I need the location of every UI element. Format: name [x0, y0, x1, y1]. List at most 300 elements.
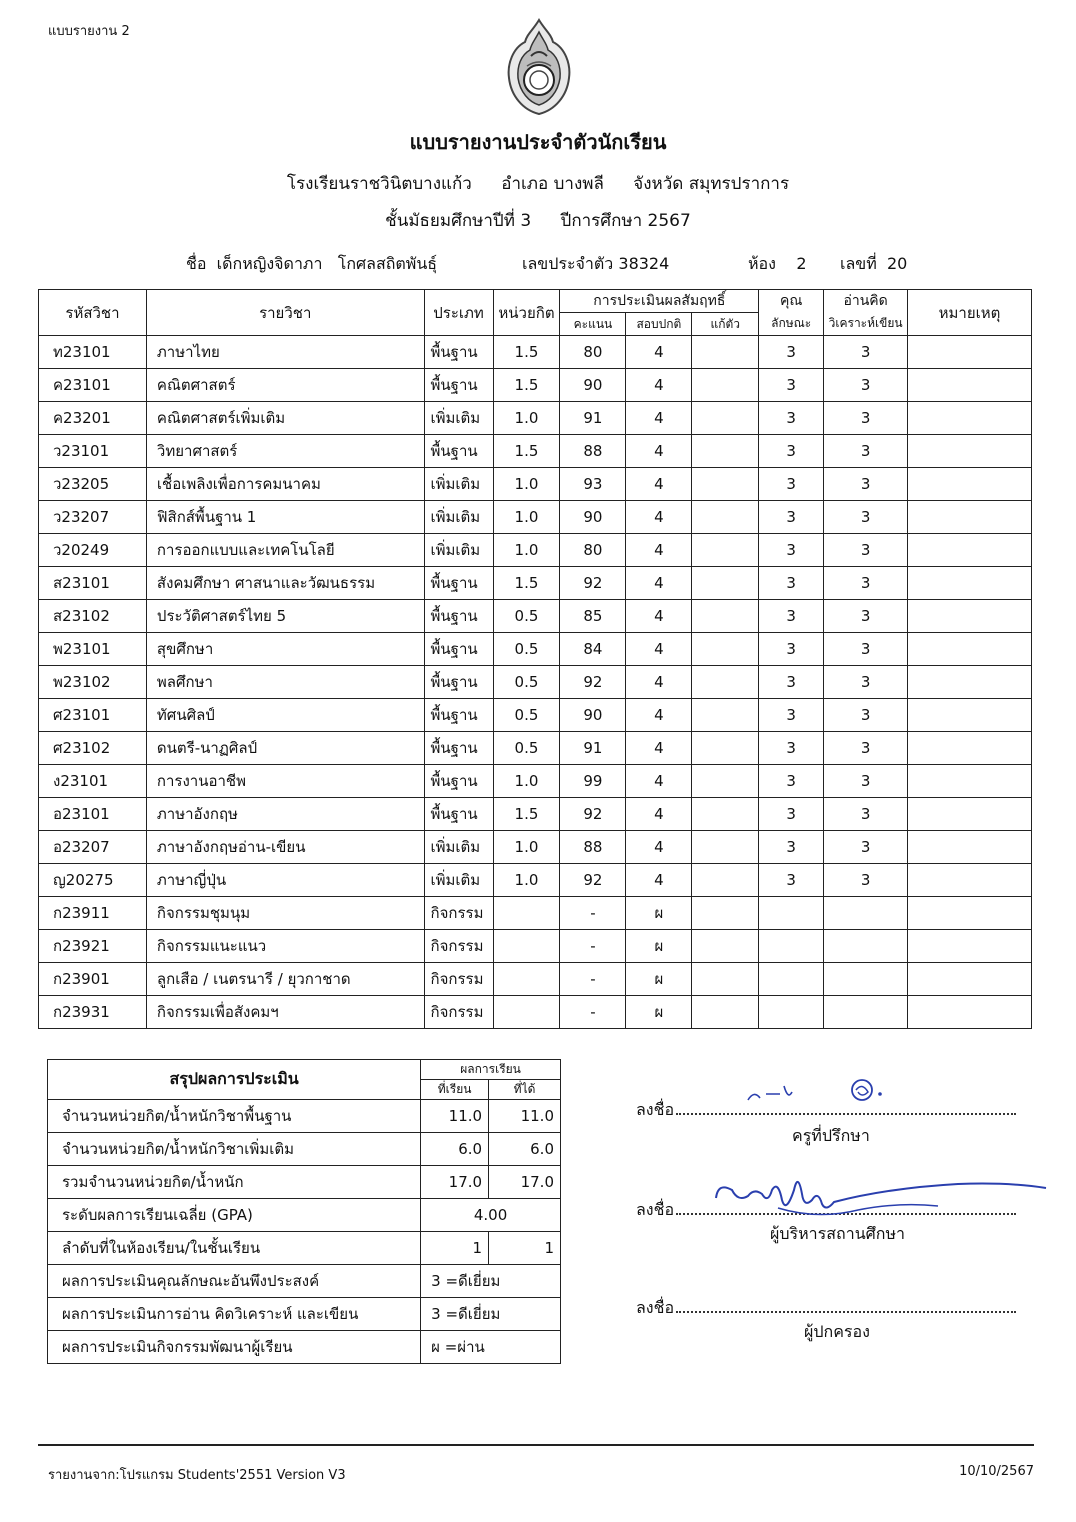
summary-row-basic	[48, 1100, 561, 1133]
summary-row-characteristic	[48, 1265, 561, 1298]
credit-value: 1.5	[493, 798, 560, 831]
col-header-reading-top: อ่านคิด	[824, 290, 908, 313]
subject-type: พื้นฐาน	[424, 732, 493, 765]
score-value: 92	[560, 666, 626, 699]
subject-type: เพิ่มเติม	[424, 468, 493, 501]
characteristic-value: 3	[759, 468, 824, 501]
remark-value	[908, 996, 1032, 1029]
subject-name: คณิตศาสตร์	[146, 369, 424, 402]
reading-value: 3	[824, 765, 908, 798]
grade-value: 4	[626, 567, 692, 600]
score-value: 88	[560, 435, 626, 468]
subject-type: พื้นฐาน	[424, 600, 493, 633]
retest-value	[692, 534, 759, 567]
subject-name: ภาษาอังกฤษ	[146, 798, 424, 831]
subject-code: ค23101	[39, 369, 147, 402]
subject-name: กิจกรรมแนะแนว	[146, 930, 424, 963]
id-label: เลขประจำตัว	[522, 254, 614, 273]
retest-value	[692, 501, 759, 534]
reading-value: 3	[824, 732, 908, 765]
subject-type: พื้นฐาน	[424, 666, 493, 699]
characteristic-value: 3	[759, 864, 824, 897]
grade-value: 4	[626, 798, 692, 831]
summary-label: ผลการประเมินคุณลักษณะอันพึงประสงค์	[48, 1265, 421, 1298]
table-row	[39, 336, 1032, 369]
credit-value: 1.0	[493, 831, 560, 864]
table-row	[39, 732, 1032, 765]
subject-type: กิจกรรม	[424, 930, 493, 963]
score-value: -	[560, 897, 626, 930]
retest-value	[692, 897, 759, 930]
subject-name: ประวัติศาสตร์ไทย 5	[146, 600, 424, 633]
retest-value	[692, 567, 759, 600]
score-value: -	[560, 996, 626, 1029]
table-row	[39, 798, 1032, 831]
summary-row-gpa	[48, 1199, 561, 1232]
grade-value: 4	[626, 765, 692, 798]
reading-value: 3	[824, 402, 908, 435]
footer-date: 10/10/2567	[959, 1464, 1034, 1479]
advisor-signature-icon	[740, 1072, 900, 1112]
retest-value	[692, 633, 759, 666]
summary-row-activity	[48, 1331, 561, 1364]
grades-table	[38, 289, 1032, 1029]
reading-value	[824, 963, 908, 996]
remark-value	[908, 402, 1032, 435]
grade-value: 4	[626, 435, 692, 468]
characteristic-value	[759, 963, 824, 996]
retest-value	[692, 600, 759, 633]
characteristic-value	[759, 930, 824, 963]
col-header-credit: หน่วยกิต	[493, 290, 560, 336]
subject-type: พื้นฐาน	[424, 567, 493, 600]
remark-value	[908, 864, 1032, 897]
remark-value	[908, 534, 1032, 567]
reading-value: 3	[824, 798, 908, 831]
retest-value	[692, 765, 759, 798]
col-header-reading-bottom: วิเคราะห์เขียน	[824, 313, 908, 336]
remark-value	[908, 963, 1032, 996]
school-line	[0, 170, 1076, 197]
table-row	[39, 699, 1032, 732]
subject-type: เพิ่มเติม	[424, 402, 493, 435]
school-name: โรงเรียนราชวินิตบางแก้ว	[286, 174, 472, 194]
student-id-field	[522, 252, 669, 277]
academic-year: ปีการศึกษา 2567	[560, 211, 691, 231]
reading-value: 3	[824, 534, 908, 567]
subject-code: ศ23101	[39, 699, 147, 732]
characteristic-value: 3	[759, 699, 824, 732]
reading-value	[824, 897, 908, 930]
characteristic-value: 3	[759, 765, 824, 798]
subject-code: ก23911	[39, 897, 147, 930]
grade-value: 4	[626, 501, 692, 534]
table-row	[39, 567, 1032, 600]
characteristic-value: 3	[759, 501, 824, 534]
sign-label: ลงชื่อ	[636, 1298, 675, 1317]
subject-name: สุขศึกษา	[146, 633, 424, 666]
summary-value: 17.0	[489, 1166, 561, 1199]
grade-value: 4	[626, 831, 692, 864]
col-header-assessment: การประเมินผลสัมฤทธิ์	[560, 290, 759, 313]
summary-value: 3 =ดีเยี่ยม	[421, 1298, 561, 1331]
col-header-type: ประเภท	[424, 290, 493, 336]
report-title: แบบรายงานประจำตัวนักเรียน	[409, 130, 667, 154]
subject-name: วิทยาศาสตร์	[146, 435, 424, 468]
footer-source: รายงานจาก:โปรแกรม Students'2551 Version V3	[48, 1468, 346, 1483]
table-row	[39, 666, 1032, 699]
col-header-normal: สอบปกติ	[626, 313, 692, 336]
name-label: ชื่อ	[186, 254, 207, 273]
subject-type: พื้นฐาน	[424, 369, 493, 402]
subject-name: พลศึกษา	[146, 666, 424, 699]
retest-value	[692, 402, 759, 435]
credit-value: 1.5	[493, 336, 560, 369]
credit-value	[493, 897, 560, 930]
reading-value: 3	[824, 468, 908, 501]
grade-value: ผ	[626, 963, 692, 996]
subject-code: ศ23102	[39, 732, 147, 765]
grade-value: ผ	[626, 897, 692, 930]
number-value: 20	[886, 254, 908, 273]
summary-label: ระดับผลการเรียนเฉลี่ย (GPA)	[48, 1199, 421, 1232]
remark-value	[908, 897, 1032, 930]
grade-value: 4	[626, 666, 692, 699]
characteristic-value	[759, 897, 824, 930]
grade-value: 4	[626, 600, 692, 633]
summary-col-got: ที่ได้	[489, 1080, 561, 1100]
subject-name: การงานอาชีพ	[146, 765, 424, 798]
grade-level: ชั้นมัธยมศึกษาปีที่ 3	[385, 211, 532, 231]
characteristic-value: 3	[759, 666, 824, 699]
subject-type: กิจกรรม	[424, 996, 493, 1029]
retest-value	[692, 864, 759, 897]
number-label: เลขที่	[840, 254, 877, 273]
summary-value: 11.0	[489, 1100, 561, 1133]
subject-code: ก23931	[39, 996, 147, 1029]
grade-value: 4	[626, 699, 692, 732]
score-value: 84	[560, 633, 626, 666]
room-field	[748, 252, 807, 277]
table-row	[39, 435, 1032, 468]
table-row	[39, 534, 1032, 567]
score-value: 91	[560, 732, 626, 765]
subject-name: ทัศนศิลป์	[146, 699, 424, 732]
subject-name: การออกแบบและเทคโนโลยี	[146, 534, 424, 567]
subject-type: พื้นฐาน	[424, 798, 493, 831]
grade-value: 4	[626, 369, 692, 402]
characteristic-value: 3	[759, 402, 824, 435]
table-row	[39, 864, 1032, 897]
student-name-field	[186, 252, 437, 277]
reading-value: 3	[824, 567, 908, 600]
score-value: 88	[560, 831, 626, 864]
school-emblem-icon	[505, 18, 573, 116]
credit-value: 1.5	[493, 567, 560, 600]
reading-value	[824, 930, 908, 963]
subject-code: ค23201	[39, 402, 147, 435]
subject-type: เพิ่มเติม	[424, 534, 493, 567]
subject-type: พื้นฐาน	[424, 699, 493, 732]
director-role: ผู้บริหารสถานศึกษา	[770, 1224, 905, 1243]
retest-value	[692, 996, 759, 1029]
characteristic-value: 3	[759, 336, 824, 369]
characteristic-value: 3	[759, 732, 824, 765]
subject-name: ดนตรี-นาฏศิลป์	[146, 732, 424, 765]
subject-type: กิจกรรม	[424, 963, 493, 996]
characteristic-value: 3	[759, 798, 824, 831]
score-value: 99	[560, 765, 626, 798]
summary-label: รวมจำนวนหน่วยกิต/น้ำหนัก	[48, 1166, 421, 1199]
credit-value	[493, 930, 560, 963]
credit-value: 1.0	[493, 402, 560, 435]
summary-value: 6.0	[421, 1133, 489, 1166]
score-value: 85	[560, 600, 626, 633]
retest-value	[692, 963, 759, 996]
subject-code: ส23102	[39, 600, 147, 633]
subject-code: พ23101	[39, 633, 147, 666]
reading-value: 3	[824, 501, 908, 534]
credit-value: 0.5	[493, 666, 560, 699]
summary-value: 11.0	[421, 1100, 489, 1133]
sign-label: ลงชื่อ	[636, 1200, 675, 1219]
subject-name: ภาษาญี่ปุ่น	[146, 864, 424, 897]
subject-type: พื้นฐาน	[424, 336, 493, 369]
remark-value	[908, 699, 1032, 732]
remark-value	[908, 336, 1032, 369]
summary-row-reading	[48, 1298, 561, 1331]
remark-value	[908, 468, 1032, 501]
credit-value: 0.5	[493, 699, 560, 732]
characteristic-value: 3	[759, 600, 824, 633]
score-value: -	[560, 963, 626, 996]
score-value: 92	[560, 567, 626, 600]
student-name: เด็กหญิงจิดาภา โกศลสถิตพันธุ์	[216, 254, 438, 273]
grade-value: 4	[626, 402, 692, 435]
parent-role: ผู้ปกครอง	[804, 1322, 870, 1341]
reading-value: 3	[824, 633, 908, 666]
subject-code: ง23101	[39, 765, 147, 798]
summary-row-total	[48, 1166, 561, 1199]
student-id: 38324	[618, 254, 670, 273]
col-header-remark: หมายเหตุ	[908, 290, 1032, 336]
sign-label: ลงชื่อ	[636, 1100, 675, 1119]
summary-value: ผ =ผ่าน	[421, 1331, 561, 1364]
retest-value	[692, 732, 759, 765]
subject-type: พื้นฐาน	[424, 435, 493, 468]
summary-label: ผลการประเมินการอ่าน คิดวิเคราะห์ และเขียน	[48, 1298, 421, 1331]
retest-value	[692, 666, 759, 699]
table-row	[39, 930, 1032, 963]
reading-value: 3	[824, 699, 908, 732]
table-row	[39, 765, 1032, 798]
remark-value	[908, 369, 1032, 402]
retest-value	[692, 699, 759, 732]
grade-value: ผ	[626, 996, 692, 1029]
remark-value	[908, 633, 1032, 666]
reading-value: 3	[824, 336, 908, 369]
subject-name: ลูกเสือ / เนตรนารี / ยุวกาชาด	[146, 963, 424, 996]
summary-label: จำนวนหน่วยกิต/น้ำหนักวิชาเพิ่มเติม	[48, 1133, 421, 1166]
footer-divider	[38, 1444, 1034, 1446]
characteristic-value: 3	[759, 534, 824, 567]
subject-code: ว23205	[39, 468, 147, 501]
col-header-code: รหัสวิชา	[39, 290, 147, 336]
subject-name: ภาษาอังกฤษอ่าน-เขียน	[146, 831, 424, 864]
subject-name: กิจกรรมชุมนุม	[146, 897, 424, 930]
grade-value: 4	[626, 336, 692, 369]
col-header-score: คะแนน	[560, 313, 626, 336]
score-value: 90	[560, 369, 626, 402]
retest-value	[692, 468, 759, 501]
subject-name: สังคมศึกษา ศาสนาและวัฒนธรรม	[146, 567, 424, 600]
credit-value: 1.0	[493, 864, 560, 897]
score-value: 80	[560, 336, 626, 369]
score-value: 91	[560, 402, 626, 435]
table-row	[39, 996, 1032, 1029]
gpa-value: 4.00	[421, 1199, 561, 1232]
reading-value: 3	[824, 435, 908, 468]
remark-value	[908, 501, 1032, 534]
subject-code: พ23102	[39, 666, 147, 699]
characteristic-value: 3	[759, 567, 824, 600]
remark-value	[908, 567, 1032, 600]
summary-label: ลำดับที่ในห้องเรียน/ในชั้นเรียน	[48, 1232, 421, 1265]
subject-code: อ23101	[39, 798, 147, 831]
table-row	[39, 600, 1032, 633]
credit-value: 0.5	[493, 732, 560, 765]
subject-type: พื้นฐาน	[424, 633, 493, 666]
subject-name: เชื้อเพลิงเพื่อการคมนาคม	[146, 468, 424, 501]
summary-label: ผลการประเมินกิจกรรมพัฒนาผู้เรียน	[48, 1331, 421, 1364]
subject-code: อ23207	[39, 831, 147, 864]
score-value: 90	[560, 501, 626, 534]
subject-type: เพิ่มเติม	[424, 831, 493, 864]
credit-value: 1.0	[493, 501, 560, 534]
table-row	[39, 402, 1032, 435]
room-value: 2	[796, 254, 807, 273]
subject-name: กิจกรรมเพื่อสังคมฯ	[146, 996, 424, 1029]
score-value: 93	[560, 468, 626, 501]
summary-label: จำนวนหน่วยกิต/น้ำหนักวิชาพื้นฐาน	[48, 1100, 421, 1133]
reading-value: 3	[824, 864, 908, 897]
credit-value: 0.5	[493, 633, 560, 666]
table-row	[39, 501, 1032, 534]
remark-value	[908, 666, 1032, 699]
reading-value: 3	[824, 369, 908, 402]
retest-value	[692, 369, 759, 402]
remark-value	[908, 732, 1032, 765]
grade-value: 4	[626, 534, 692, 567]
remark-value	[908, 930, 1032, 963]
form-label: แบบรายงาน 2	[48, 24, 130, 39]
subject-code: ก23921	[39, 930, 147, 963]
school-district: อำเภอ บางพลี	[501, 174, 604, 194]
credit-value: 1.0	[493, 534, 560, 567]
dotted-line	[676, 1113, 1016, 1115]
summary-value: 6.0	[489, 1133, 561, 1166]
table-row	[39, 897, 1032, 930]
credit-value: 1.5	[493, 369, 560, 402]
subject-type: กิจกรรม	[424, 897, 493, 930]
table-row	[39, 369, 1032, 402]
characteristic-value	[759, 996, 824, 1029]
summary-value: 3 =ดีเยี่ยม	[421, 1265, 561, 1298]
remark-value	[908, 798, 1032, 831]
room-label: ห้อง	[748, 254, 776, 273]
subject-type: พื้นฐาน	[424, 765, 493, 798]
credit-value: 1.0	[493, 468, 560, 501]
level-line	[0, 207, 1076, 234]
table-row	[39, 963, 1032, 996]
reading-value: 3	[824, 666, 908, 699]
retest-value	[692, 930, 759, 963]
summary-value: 1	[421, 1232, 489, 1265]
reading-value: 3	[824, 831, 908, 864]
subject-type: เพิ่มเติม	[424, 864, 493, 897]
credit-value: 1.5	[493, 435, 560, 468]
summary-row-extra	[48, 1133, 561, 1166]
subject-name: ฟิสิกส์พื้นฐาน 1	[146, 501, 424, 534]
subject-code: ส23101	[39, 567, 147, 600]
retest-value	[692, 435, 759, 468]
dotted-line	[676, 1311, 1016, 1313]
subject-code: ว20249	[39, 534, 147, 567]
credit-value	[493, 996, 560, 1029]
grade-value: 4	[626, 732, 692, 765]
subject-name: ภาษาไทย	[146, 336, 424, 369]
grade-value: 4	[626, 468, 692, 501]
score-value: 80	[560, 534, 626, 567]
subject-code: ท23101	[39, 336, 147, 369]
seat-number-field	[840, 252, 907, 277]
school-province: จังหวัด สมุทรปราการ	[633, 174, 790, 194]
score-value: -	[560, 930, 626, 963]
col-header-fix: แก้ตัว	[692, 313, 759, 336]
table-row	[39, 468, 1032, 501]
summary-result-header: ผลการเรียน	[421, 1060, 561, 1080]
summary-value: 1	[489, 1232, 561, 1265]
subject-code: ว23207	[39, 501, 147, 534]
table-row	[39, 831, 1032, 864]
reading-value: 3	[824, 600, 908, 633]
retest-value	[692, 831, 759, 864]
advisor-role: ครูที่ปรึกษา	[792, 1126, 870, 1145]
grade-value: 4	[626, 864, 692, 897]
subject-type: เพิ่มเติม	[424, 501, 493, 534]
subject-code: ก23901	[39, 963, 147, 996]
characteristic-value: 3	[759, 435, 824, 468]
remark-value	[908, 600, 1032, 633]
retest-value	[692, 336, 759, 369]
retest-value	[692, 798, 759, 831]
reading-value	[824, 996, 908, 1029]
score-value: 92	[560, 798, 626, 831]
characteristic-value: 3	[759, 633, 824, 666]
score-value: 90	[560, 699, 626, 732]
characteristic-value: 3	[759, 369, 824, 402]
summary-row-rank	[48, 1232, 561, 1265]
col-header-characteristic-top: คุณ	[759, 290, 824, 313]
col-header-characteristic-bottom: ลักษณะ	[759, 313, 824, 336]
remark-value	[908, 765, 1032, 798]
score-value: 92	[560, 864, 626, 897]
subject-code: ว23101	[39, 435, 147, 468]
remark-value	[908, 435, 1032, 468]
characteristic-value: 3	[759, 831, 824, 864]
col-header-subject: รายวิชา	[146, 290, 424, 336]
table-row	[39, 633, 1032, 666]
